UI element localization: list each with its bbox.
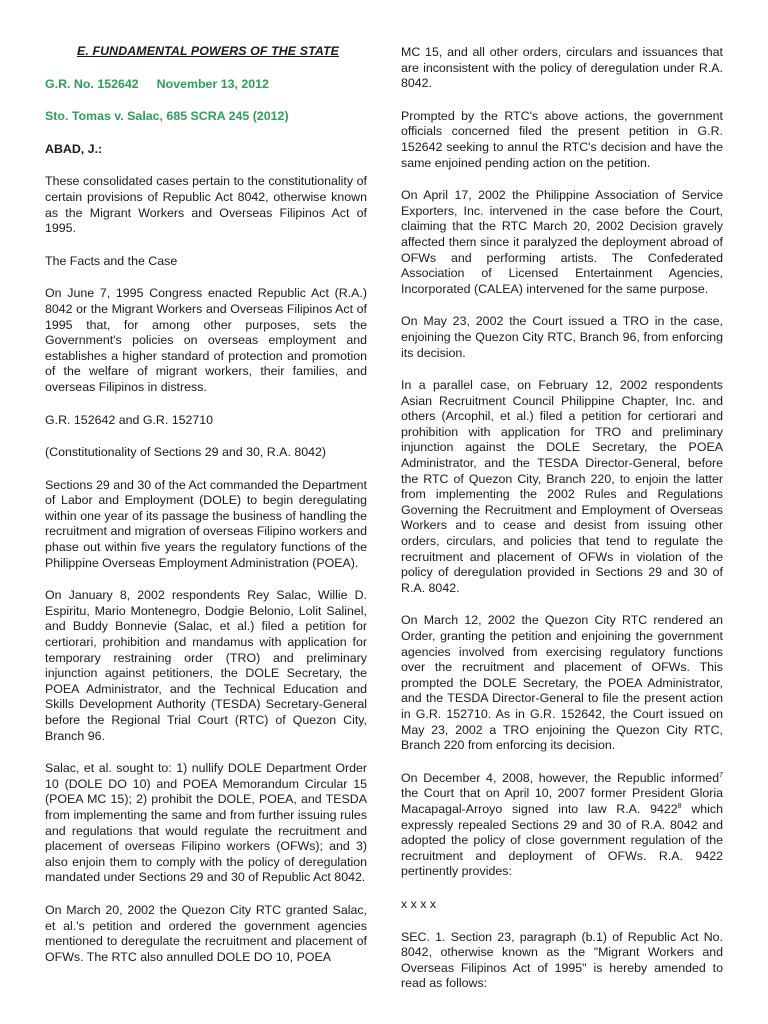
subheading-facts: The Facts and the Case xyxy=(45,253,178,268)
case-title: Sto. Tomas v. Salac, 685 SCRA 245 (2012) xyxy=(45,109,289,124)
footnote-marker[interactable]: 8 xyxy=(677,802,682,810)
paragraph-with-footnotes xyxy=(401,771,723,880)
section-heading: E. FUNDAMENTAL POWERS OF THE STATE xyxy=(77,44,339,58)
paragraph: These consolidated cases pertain to the constitutionality of certain provisions of Republic Act 8042, otherwise known as the Migrant Workers and Overseas Filipinos Act of 1995. xyxy=(45,174,367,236)
gr-number: G.R. No. 152642 xyxy=(45,76,139,91)
left-column xyxy=(45,36,367,982)
paragraph: SEC. 1. Section 23, paragraph (b.1) of Republic Act No. 8042, otherwise known as the "Migrant Workers and Overseas Filipinos Act of 1995" is hereby amended to read as follows: xyxy=(401,929,723,991)
paragraph: MC 15, and all other orders, circulars and issuances that are inconsistent with the policy of deregulation under R.A. 8042. xyxy=(401,45,723,91)
ponente: ABAD, J.: xyxy=(45,141,103,156)
paragraph: Salac, et al. sought to: 1) nullify DOLE Department Order 10 (DOLE DO 10) and POEA Memorandum Circular 15 (POEA MC 15); 2) prohibit the DOLE, POEA, and TESDA from implementing the same and from further issuing rules and regulations that would regulate the recruitment and placement of overseas Filipino workers (OFWs); and 3) also enjoin them to comply with the policy of deregulation mandated under Sections 29 and 30 of Republic Act 8042. xyxy=(45,761,367,885)
case-reference: G.R. 152642 and G.R. 152710 xyxy=(45,412,214,427)
paragraph: On April 17, 2002 the Philippine Association of Service Exporters, Inc. intervened in the case before the Court, claiming that the RTC March 20, 2002 Decision gravely affected them since it paralyzed the deployment abroad of OFWs and performing artists. The Confederated Association of Licensed Entertainment Agencies, Incorporated (CALEA) intervened for the same purpose. xyxy=(401,188,723,296)
paragraph: Sections 29 and 30 of the Act commanded the Department of Labor and Employment (DOLE) to begin deregulating within one year of its passage the business of handling the recruitment and migration of overseas Filipino workers and phase out within five years the regulatory functions of the Philippine Overseas Employment Administration (POEA). xyxy=(45,477,367,570)
footnote-marker[interactable]: 7 xyxy=(719,771,723,779)
case-number-line xyxy=(45,77,367,93)
paragraph: On January 8, 2002 respondents Rey Salac, Willie D. Espiritu, Mario Montenegro, Dodgie Belonio, Lolit Salinel, and Buddy Bonnevie (Salac, et al.) filed a petition for certiorari, prohibition and mandamus with application for temporary restraining order (TRO) and preliminary injunction against petitioners, the DOLE Secretary, the POEA Administrator, and the Technical Education and Skills Development Authority (TESDA) Secretary-General before the Regional Trial Court (RTC) of Quezon City, Branch 96. xyxy=(45,588,367,743)
paragraph: On March 20, 2002 the Quezon City RTC granted Salac, et al.'s petition and ordered the government agencies mentioned to deregulate the recruitment and placement of OFWs. The RTC also annulled DOLE DO 10, POEA xyxy=(45,902,367,964)
right-column xyxy=(401,45,723,1009)
paragraph: Prompted by the RTC's above actions, the government officials concerned filed the present petition in G.R. 152642 seeking to annul the RTC's decision and have the same enjoined pending action on the petition. xyxy=(401,108,723,170)
paragraph: On May 23, 2002 the Court issued a TRO in the case, enjoining the Quezon City RTC, Branch 96, from enforcing its decision. xyxy=(401,314,723,360)
issue-heading: (Constitutionality of Sections 29 and 30, R.A. 8042) xyxy=(45,445,327,460)
paragraph-text: the Court that on April 10, 2007 former President Gloria Macapagal-Arroyo signed into law R.A. 9422 xyxy=(401,786,723,816)
paragraph: In a parallel case, on February 12, 2002 respondents Asian Recruitment Council Philippine Chapter, Inc. and others (Arcophil, et al.) filed a petition for certiorari and prohibition with application for TRO and preliminary injunction against the DOLE Secretary, the POEA Administrator, and the TESDA Director-General, before the RTC of Quezon City, Branch 220, to enjoin the latter from implementing the 2002 Rules and Regulations Governing the Recruitment and Employment of Overseas Workers and to cease and desist from issuing other orders, circulars, and policies that tend to regulate the recruitment and placement of OFWs in violation of the policy of deregulation provided in Sections 29 and 30 of R.A. 8042. xyxy=(401,378,723,595)
ellipsis-marker: x x x x xyxy=(401,896,437,911)
gr-date: November 13, 2012 xyxy=(156,76,269,91)
paragraph-text: which expressly repealed Sections 29 and 30 of R.A. 8042 and adopted the policy of close government regulation of the recruitment and deployment of OFWs. R.A. 9422 pertinently provides: xyxy=(401,801,723,879)
paragraph: On June 7, 1995 Congress enacted Republic Act (R.A.) 8042 or the Migrant Workers and Overseas Filipinos Act of 1995 that, for among other purposes, sets the Government's policies on overseas employment and establishes a higher standard of protection and promotion of the welfare of migrant workers, their families, and overseas Filipinos in distress. xyxy=(45,286,367,394)
paragraph-text: On December 4, 2008, however, the Republic informed xyxy=(401,770,720,785)
paragraph: On March 12, 2002 the Quezon City RTC rendered an Order, granting the petition and enjoining the government agencies involved from exercising regulatory functions over the recruitment and placement of OFWs. This prompted the DOLE Secretary, the POEA Administrator, and the TESDA Director-General to file the present action in G.R. 152710. As in G.R. 152642, the Court issued on May 23, 2002 a TRO enjoining the Quezon City RTC, Branch 220 from enforcing its decision. xyxy=(401,613,723,753)
